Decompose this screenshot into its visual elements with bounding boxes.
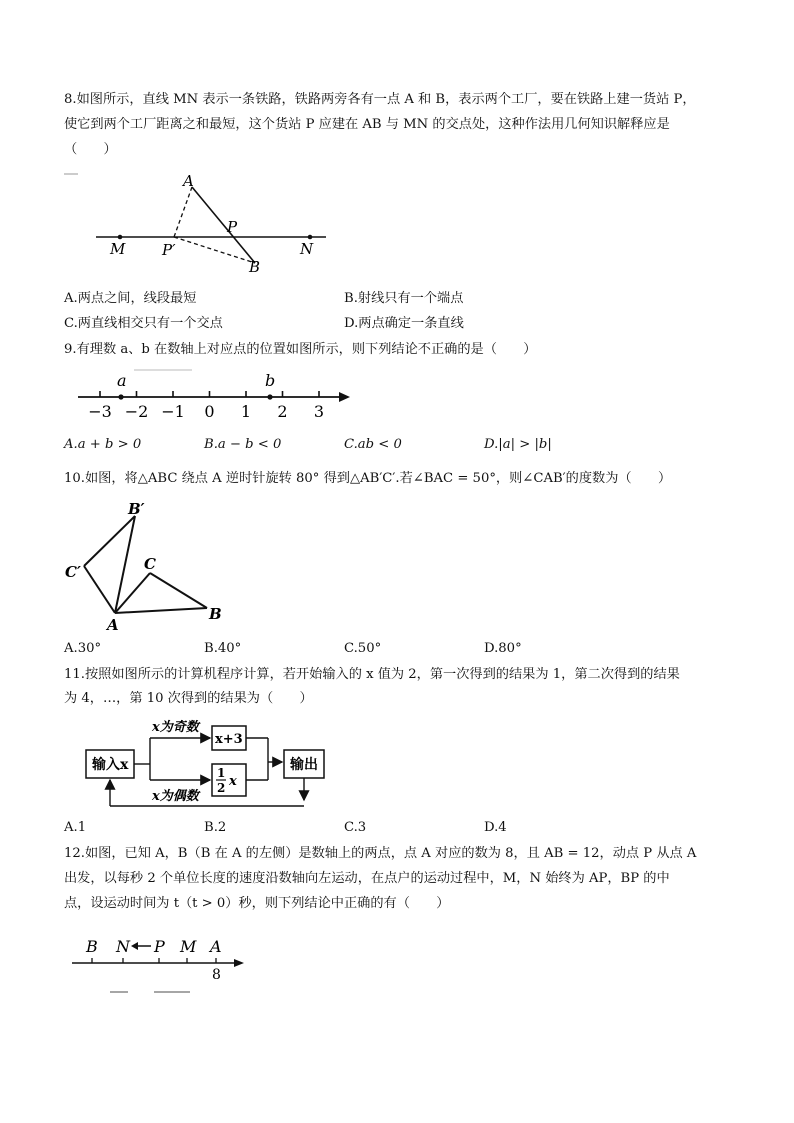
q12-label-n: N — [116, 937, 130, 956]
q9-label-a: a — [117, 371, 127, 390]
q11-output-label: 输出 — [290, 757, 318, 773]
q9-point-b — [267, 394, 272, 399]
q8-option-a[interactable]: A.两点之间，线段最短 — [64, 291, 197, 306]
q11-stem-line-1: 11.按照如图所示的计算机程序计算，若开始输入的 x 值为 2，第一次得到的结果为 1，第二次得到的结果 — [64, 667, 680, 682]
q8-label-p: P — [227, 218, 238, 236]
q9-option-b[interactable]: B.a − b < 0 — [204, 437, 282, 452]
q10-segment-ba — [115, 608, 207, 613]
q11-input-label: 输入x — [92, 757, 129, 773]
q9-point-a — [118, 394, 123, 399]
q9-option-c[interactable]: C.ab < 0 — [344, 437, 402, 452]
q10-segment-ac — [115, 573, 150, 613]
q10-label-c-prime: C′ — [65, 563, 81, 581]
q8-segment-p-prime-b — [174, 237, 255, 263]
q10-option-c[interactable]: C.50° — [344, 641, 382, 656]
q10-label-c: C — [144, 555, 156, 573]
q10-label-a: A — [107, 616, 119, 634]
q11-stem-line-2: 为 4，…，第 10 次得到的结果为（ ） — [64, 691, 313, 706]
q12-label-p: P — [154, 937, 165, 956]
q9-tick-label: 2 — [277, 402, 288, 421]
q9-tick-label: −2 — [124, 402, 149, 421]
q8-segment-ap-prime — [174, 187, 192, 237]
q10-label-b: B — [209, 605, 222, 623]
q11-option-b[interactable]: B.2 — [204, 820, 227, 835]
q12-number-line — [64, 930, 256, 994]
q11-half-denominator: 2 — [217, 781, 226, 795]
q10-segment-b-prime-c-prime — [84, 516, 135, 566]
q10-stem: 10.如图，将△ABC 绕点 A 逆时针旋转 80° 得到△AB′C′.若∠BAC = 50°，则∠CAB′的度数为（ ） — [64, 471, 672, 486]
q8-label-a: A — [183, 172, 194, 190]
q12-label-a: A — [210, 937, 222, 956]
q8-label-b: B — [249, 258, 261, 276]
q8-point-m — [118, 235, 123, 240]
q9-option-a[interactable]: A.a + b > 0 — [64, 437, 142, 452]
q11-option-d[interactable]: D.4 — [484, 820, 507, 835]
q9-stem: 9.有理数 a、b 在数轴上对应点的位置如图所示，则下列结论不正确的是（ ） — [64, 342, 537, 357]
q10-figure — [64, 496, 234, 636]
q10-segment-ab-prime — [115, 516, 135, 613]
q12-axis-arrow — [234, 959, 244, 967]
q11-half-numerator: 1 — [217, 766, 226, 780]
q8-figure — [64, 168, 334, 278]
q9-number-line — [64, 366, 354, 428]
q8-segment-ab — [192, 187, 255, 263]
q9-tick-label: 0 — [204, 402, 215, 421]
q9-option-d[interactable]: D.|a| > |b| — [484, 437, 552, 452]
q8-option-c[interactable]: C.两直线相交只有一个交点 — [64, 316, 223, 331]
q10-option-d[interactable]: D.80° — [484, 641, 522, 656]
q8-label-p-prime: P′ — [162, 241, 176, 259]
q11-option-a[interactable]: A.1 — [64, 820, 87, 835]
q8-label-n: N — [300, 240, 314, 258]
q8-option-b[interactable]: B.射线只有一个端点 — [344, 291, 464, 306]
q9-tick-label: 3 — [313, 402, 325, 421]
q11-odd-label: x为奇数 — [152, 720, 199, 735]
q12-label-b: B — [86, 937, 98, 956]
q10-segment-c-prime-a — [84, 566, 115, 613]
q8-stem-line-2: 使它到两个工厂距离之和最短，这个货站 P 应建在 AB 与 MN 的交点处，这种作法用几何知识解释应是 — [64, 117, 670, 132]
q9-tick-label: 1 — [240, 402, 252, 421]
q9-tick-label: −3 — [88, 402, 112, 421]
q12-label-m: M — [180, 937, 197, 956]
q12-stem-line-3: 点，设运动时间为 t（t > 0）秒，则下列结论中正确的有（ ） — [64, 896, 450, 911]
q12-label-eight: 8 — [212, 967, 221, 983]
q8-stem-line-3: （ ） — [64, 142, 117, 157]
q11-add-label: x+3 — [215, 732, 243, 747]
q8-option-d[interactable]: D.两点确定一条直线 — [344, 316, 464, 331]
q12-stem-line-2: 出发，以每秒 2 个单位长度的速度沿数轴向左运动，在点户的运动过程中，M，N 始终为 AP，BP 的中 — [64, 871, 670, 886]
q10-option-a[interactable]: A.30° — [64, 641, 102, 656]
q8-point-n — [308, 235, 313, 240]
q11-half-var: x — [229, 774, 237, 789]
q10-segment-cb — [150, 573, 207, 608]
q9-label-b: b — [265, 371, 276, 390]
q12-stem-line-1: 12.如图，已知 A，B（B 在 A 的左侧）是数轴上的两点，点 A 对应的数为 8，且 AB = 12，动点 P 从点 A — [64, 846, 697, 861]
q9-tick-label: −1 — [161, 402, 185, 421]
q11-option-c[interactable]: C.3 — [344, 820, 367, 835]
q9-axis-arrow — [339, 392, 350, 402]
q11-even-label: x为偶数 — [152, 789, 199, 804]
q11-flowchart — [64, 712, 326, 812]
q12-left-arrowhead — [131, 942, 138, 950]
q10-option-b[interactable]: B.40° — [204, 641, 242, 656]
q10-label-b-prime: B′ — [128, 500, 145, 518]
q8-stem-line-1: 8.如图所示，直线 MN 表示一条铁路，铁路两旁各有一点 A 和 B，表示两个工厂，要在铁路上建一货站 P， — [64, 92, 696, 107]
q8-label-m: M — [110, 240, 126, 258]
